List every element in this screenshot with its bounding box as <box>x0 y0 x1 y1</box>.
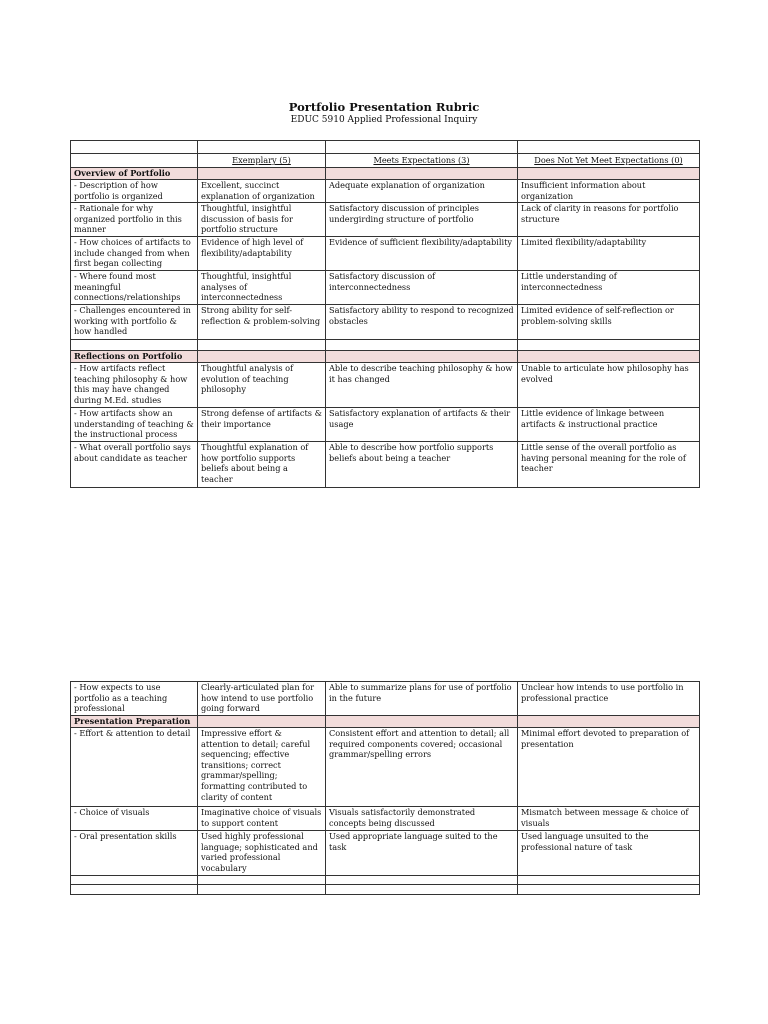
meets-cell: Able to summarize plans for use of portfolio in the future <box>326 682 518 716</box>
section-row-presentation <box>71 716 700 728</box>
meets-cell: Evidence of sufficient flexibility/adaptability <box>326 237 518 271</box>
table-row <box>71 682 700 716</box>
criterion-cell: - Challenges encountered in working with portfolio & how handled <box>71 305 198 340</box>
table-row <box>71 728 700 807</box>
exemplary-cell: Evidence of high level of flexibility/adaptability <box>198 237 326 271</box>
not-yet-cell: Unable to articulate how philosophy has evolved <box>518 363 700 408</box>
section-label: Presentation Preparation <box>71 716 198 728</box>
criterion-cell: - Choice of visuals <box>71 807 198 831</box>
exemplary-cell: Clearly-articulated plan for how intend to use portfolio going forward <box>198 682 326 716</box>
criterion-cell: - Effort & attention to detail <box>71 728 198 807</box>
document-subtitle: EDUC 5910 Applied Professional Inquiry <box>290 115 478 125</box>
meets-cell: Consistent effort and attention to detail; all required components covered; occasional grammar/spelling errors <box>326 728 518 807</box>
not-yet-cell: Little understanding of interconnectedness <box>518 271 700 305</box>
rubric-table-page-2 <box>70 681 700 895</box>
exemplary-cell: Strong defense of artifacts & their importance <box>198 408 326 442</box>
criterion-cell: - Rationale for why organized portfolio in this manner <box>71 203 198 237</box>
exemplary-cell: Impressive effort & attention to detail; careful sequencing; effective transitions; correct grammar/spelling; formatting contributed to clarity of content <box>198 728 326 807</box>
table-row <box>71 408 700 442</box>
exemplary-cell: Thoughtful, insightful discussion of basis for portfolio structure <box>198 203 326 237</box>
table-row-blank <box>71 876 700 885</box>
meets-cell: Able to describe how portfolio supports beliefs about being a teacher <box>326 442 518 488</box>
not-yet-cell: Mismatch between message & choice of visuals <box>518 807 700 831</box>
table-row <box>71 831 700 876</box>
criterion-cell: - How artifacts show an understanding of teaching & the instructional process <box>71 408 198 442</box>
header-not-yet: Does Not Yet Meet Expectations (0) <box>518 154 700 168</box>
exemplary-cell: Thoughtful analysis of evolution of teaching philosophy <box>198 363 326 408</box>
meets-cell: Satisfactory discussion of interconnectedness <box>326 271 518 305</box>
table-row <box>71 305 700 340</box>
section-label: Reflections on Portfolio <box>71 351 198 363</box>
exemplary-cell: Strong ability for self-reflection & problem-solving <box>198 305 326 340</box>
header-meets: Meets Expectations (3) <box>326 154 518 168</box>
not-yet-cell: Unclear how intends to use portfolio in professional practice <box>518 682 700 716</box>
exemplary-cell: Excellent, succinct explanation of organization <box>198 180 326 203</box>
document-title: Portfolio Presentation Rubric <box>288 100 480 114</box>
exemplary-cell: Thoughtful explanation of how portfolio supports beliefs about being a teacher <box>198 442 326 488</box>
section-label: Overview of Portfolio <box>71 168 198 180</box>
not-yet-cell: Insufficient information about organization <box>518 180 700 203</box>
not-yet-cell: Used language unsuited to the professional nature of task <box>518 831 700 876</box>
table-row <box>71 237 700 271</box>
meets-cell: Able to describe teaching philosophy & how it has changed <box>326 363 518 408</box>
table-row <box>71 180 700 203</box>
section-row-reflections <box>71 351 700 363</box>
meets-cell: Used appropriate language suited to the task <box>326 831 518 876</box>
criterion-cell: - How expects to use portfolio as a teaching professional <box>71 682 198 716</box>
header-exemplary: Exemplary (5) <box>198 154 326 168</box>
not-yet-cell: Limited flexibility/adaptability <box>518 237 700 271</box>
table-row-blank <box>71 340 700 351</box>
table-row-blank <box>71 141 700 154</box>
table-row <box>71 271 700 305</box>
table-row <box>71 363 700 408</box>
criterion-cell: - Description of how portfolio is organized <box>71 180 198 203</box>
exemplary-cell: Imaginative choice of visuals to support content <box>198 807 326 831</box>
exemplary-cell: Used highly professional language; sophisticated and varied professional vocabulary <box>198 831 326 876</box>
not-yet-cell: Lack of clarity in reasons for portfolio structure <box>518 203 700 237</box>
criterion-cell: - What overall portfolio says about candidate as teacher <box>71 442 198 488</box>
meets-cell: Satisfactory explanation of artifacts & their usage <box>326 408 518 442</box>
table-row-blank <box>71 885 700 895</box>
criterion-cell: - Oral presentation skills <box>71 831 198 876</box>
criterion-cell: - How artifacts reflect teaching philosophy & how this may have changed during M.Ed. studies <box>71 363 198 408</box>
header-row <box>71 154 700 168</box>
not-yet-cell: Little sense of the overall portfolio as having personal meaning for the role of teacher <box>518 442 700 488</box>
criterion-cell: - How choices of artifacts to include changed from when first began collecting <box>71 237 198 271</box>
not-yet-cell: Limited evidence of self-reflection or problem-solving skills <box>518 305 700 340</box>
table-row <box>71 807 700 831</box>
meets-cell: Visuals satisfactorily demonstrated concepts being discussed <box>326 807 518 831</box>
table-row <box>71 442 700 488</box>
header-criteria <box>71 154 198 168</box>
exemplary-cell: Thoughtful, insightful analyses of interconnectedness <box>198 271 326 305</box>
meets-cell: Adequate explanation of organization <box>326 180 518 203</box>
rubric-table-page-1 <box>70 140 700 488</box>
meets-cell: Satisfactory ability to respond to recognized obstacles <box>326 305 518 340</box>
not-yet-cell: Little evidence of linkage between artifacts & instructional practice <box>518 408 700 442</box>
not-yet-cell: Minimal effort devoted to preparation of presentation <box>518 728 700 807</box>
table-row <box>71 203 700 237</box>
meets-cell: Satisfactory discussion of principles undergirding structure of portfolio <box>326 203 518 237</box>
criterion-cell: - Where found most meaningful connections/relationships <box>71 271 198 305</box>
section-row-overview <box>71 168 700 180</box>
